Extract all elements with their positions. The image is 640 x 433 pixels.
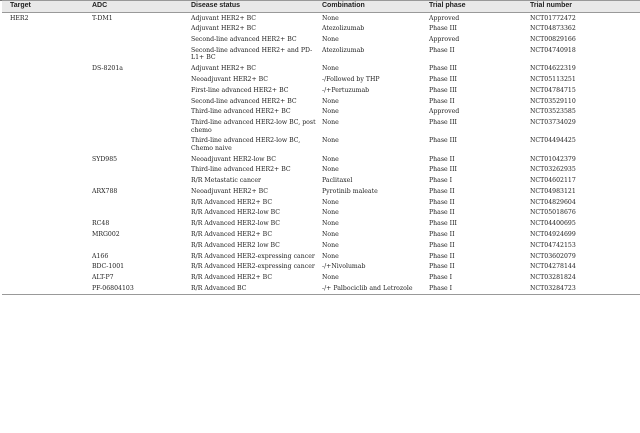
cell-combination: None bbox=[322, 108, 339, 116]
cell-trial-phase: Approved bbox=[429, 36, 460, 44]
table-row bbox=[2, 283, 640, 294]
cell-trial-number: NCT03284723 bbox=[528, 283, 640, 294]
cell-combination: None bbox=[322, 274, 339, 282]
cell-trial-number: NCT04983121 bbox=[530, 187, 576, 195]
cell-disease-status: Third-line advanced HER2-low BC, post chemo bbox=[191, 119, 316, 134]
cell-trial-number: NCT04278144 bbox=[530, 263, 576, 271]
cell-target bbox=[2, 85, 90, 96]
cell-trial-phase: Phase II bbox=[429, 198, 455, 206]
cell-combination: None bbox=[322, 220, 339, 228]
cell-disease-status: Second-line advanced HER2+ BC bbox=[191, 97, 297, 105]
cell-target bbox=[2, 35, 90, 46]
table-row bbox=[2, 136, 640, 154]
cell-disease-status: R/R Advanced HER2-expressing cancer bbox=[191, 252, 315, 260]
cell-trial-phase: Phase II bbox=[429, 187, 455, 195]
cell-disease-status: Adjuvant HER2+ BC bbox=[191, 14, 257, 22]
cell-combination: Atezolizumab bbox=[322, 25, 365, 33]
cell-disease-status: R/R Metastatic cancer bbox=[191, 177, 262, 185]
cell-trial-number: NCT01772472 bbox=[530, 14, 576, 22]
cell-target: HER2 bbox=[10, 14, 29, 22]
cell-disease-status: Third-line advanced HER2+ BC bbox=[191, 108, 291, 116]
cell-disease-status: First-line advanced HER2+ BC bbox=[191, 86, 289, 94]
cell-adc bbox=[90, 107, 189, 118]
cell-target bbox=[2, 136, 90, 154]
cell-disease-status: Second-line advanced HER2+ and PD-L1+ BC bbox=[191, 47, 313, 62]
cell-trial-phase: Phase I bbox=[429, 274, 453, 282]
table-row bbox=[2, 175, 640, 186]
header-trial-number: Trial number bbox=[528, 1, 640, 13]
cell-trial-number: NCT04602117 bbox=[530, 177, 576, 185]
cell-target bbox=[2, 64, 90, 75]
cell-adc: ARX788 bbox=[92, 187, 118, 195]
cell-trial-phase: Phase I bbox=[427, 283, 528, 294]
cell-adc bbox=[90, 175, 189, 186]
table-row bbox=[2, 45, 640, 63]
clinical-trials-table bbox=[2, 0, 640, 295]
cell-disease-status: Adjuvant HER2+ BC bbox=[191, 65, 257, 73]
table-row bbox=[2, 154, 640, 165]
table-row bbox=[2, 74, 640, 85]
table-row bbox=[2, 85, 640, 96]
cell-combination: Paclitaxel bbox=[322, 177, 353, 185]
cell-trial-number: NCT03602079 bbox=[530, 252, 576, 260]
cell-trial-phase: Phase II bbox=[429, 47, 455, 55]
cell-combination: None bbox=[322, 14, 339, 22]
cell-trial-number: NCT03523585 bbox=[530, 108, 576, 116]
cell-target bbox=[2, 117, 90, 135]
cell-target bbox=[2, 24, 90, 35]
cell-trial-number: NCT04494425 bbox=[530, 137, 576, 145]
cell-trial-phase: Approved bbox=[429, 108, 460, 116]
cell-trial-phase: Phase II bbox=[429, 209, 455, 217]
cell-adc: BDC-1001 bbox=[92, 263, 125, 271]
cell-trial-number: NCT04784715 bbox=[530, 86, 576, 94]
table-body bbox=[2, 13, 640, 295]
cell-trial-phase: Phase III bbox=[429, 137, 457, 145]
header-adc: ADC bbox=[90, 1, 189, 13]
cell-adc: RC48 bbox=[92, 220, 110, 228]
cell-trial-number: NCT04924699 bbox=[530, 230, 576, 238]
cell-combination: None bbox=[322, 230, 339, 238]
cell-trial-phase: Phase III bbox=[429, 119, 457, 127]
cell-combination: Atezolizumab bbox=[322, 47, 365, 55]
table-row bbox=[2, 24, 640, 35]
cell-combination: None bbox=[322, 97, 339, 105]
cell-adc: ALT-P7 bbox=[92, 274, 114, 282]
cell-trial-phase: Phase I bbox=[429, 177, 453, 185]
cell-adc: MRG002 bbox=[92, 230, 120, 238]
cell-adc bbox=[90, 35, 189, 46]
cell-target bbox=[2, 154, 90, 165]
cell-trial-phase: Phase II bbox=[429, 230, 455, 238]
cell-combination: None bbox=[322, 119, 339, 127]
cell-adc bbox=[90, 24, 189, 35]
cell-combination: None bbox=[322, 209, 339, 217]
cell-trial-number: NCT03734029 bbox=[530, 119, 576, 127]
table-row bbox=[2, 96, 640, 107]
cell-trial-phase: Phase II bbox=[429, 252, 455, 260]
table-row bbox=[2, 272, 640, 283]
cell-target bbox=[2, 107, 90, 118]
cell-trial-number: NCT00829166 bbox=[530, 36, 576, 44]
cell-trial-phase: Phase III bbox=[429, 76, 457, 83]
table-row bbox=[2, 117, 640, 135]
header-row bbox=[2, 1, 640, 13]
cell-adc bbox=[90, 74, 189, 85]
table-row bbox=[2, 251, 640, 262]
cell-disease-status: Third-line advanced HER2-low BC, Chemo naive bbox=[191, 137, 301, 152]
cell-adc bbox=[90, 96, 189, 107]
cell-combination: -/+Nivolumab bbox=[322, 263, 366, 271]
cell-trial-number: NCT03281824 bbox=[530, 274, 576, 282]
cell-trial-phase: Phase II bbox=[429, 97, 455, 105]
cell-target bbox=[2, 240, 90, 251]
table-row bbox=[2, 262, 640, 273]
cell-disease-status: Adjuvant HER2+ BC bbox=[191, 25, 257, 33]
cell-adc: A166 bbox=[92, 252, 109, 260]
cell-adc: DS-8201a bbox=[92, 65, 123, 73]
cell-target bbox=[2, 45, 90, 63]
cell-target bbox=[2, 283, 90, 294]
cell-combination: -/Followed by THP bbox=[322, 76, 380, 83]
table-row bbox=[2, 219, 640, 230]
cell-target bbox=[2, 186, 90, 197]
cell-combination: -/+Pertuzumab bbox=[322, 86, 370, 94]
table-row bbox=[2, 35, 640, 46]
table-row bbox=[2, 197, 640, 208]
cell-adc: T-DM1 bbox=[92, 14, 113, 22]
cell-target bbox=[2, 251, 90, 262]
cell-trial-phase: Phase III bbox=[429, 65, 457, 73]
header-trial-phase: Trial phase bbox=[427, 1, 528, 13]
cell-adc bbox=[90, 117, 189, 135]
cell-combination: None bbox=[322, 155, 339, 163]
cell-adc: PF-06804103 bbox=[90, 283, 189, 294]
cell-trial-number: NCT04742153 bbox=[530, 241, 576, 249]
cell-target bbox=[2, 165, 90, 176]
header-combination: Combination bbox=[320, 1, 427, 13]
cell-adc bbox=[90, 85, 189, 96]
cell-trial-phase: Phase III bbox=[429, 220, 457, 228]
table-row bbox=[2, 107, 640, 118]
cell-combination: -/+ Palbociclib and Letrozole bbox=[320, 283, 427, 294]
cell-disease-status: Neoadjuvant HER2-low BC bbox=[191, 155, 276, 163]
cell-disease-status: Second-line advanced HER2+ BC bbox=[191, 36, 297, 44]
cell-target bbox=[2, 262, 90, 273]
cell-trial-number: NCT04740918 bbox=[530, 47, 576, 55]
cell-adc bbox=[90, 197, 189, 208]
cell-trial-phase: Phase II bbox=[429, 155, 455, 163]
cell-disease-status: R/R Advanced HER2-expressing cancer bbox=[191, 263, 315, 271]
cell-trial-number: NCT01042379 bbox=[530, 155, 576, 163]
cell-disease-status: R/R Advanced HER2-low BC bbox=[191, 209, 280, 217]
cell-disease-status: R/R Advanced HER2-low BC bbox=[191, 220, 280, 228]
cell-trial-phase: Phase II bbox=[429, 241, 455, 249]
table-row bbox=[2, 165, 640, 176]
header-disease-status: Disease status bbox=[189, 1, 320, 13]
table-header bbox=[2, 1, 640, 13]
cell-trial-number: NCT05113251 bbox=[530, 76, 576, 83]
cell-adc bbox=[90, 208, 189, 219]
cell-trial-number: NCT05018676 bbox=[530, 209, 576, 217]
cell-target bbox=[2, 208, 90, 219]
cell-target bbox=[2, 197, 90, 208]
cell-trial-number: NCT04400695 bbox=[530, 220, 576, 228]
table-row bbox=[2, 13, 640, 24]
table-row bbox=[2, 229, 640, 240]
table-row bbox=[2, 240, 640, 251]
cell-combination: None bbox=[322, 36, 339, 44]
cell-combination: None bbox=[322, 198, 339, 206]
cell-trial-number: NCT03529110 bbox=[530, 97, 576, 105]
cell-trial-number: NCT04829604 bbox=[530, 198, 576, 206]
cell-target bbox=[2, 229, 90, 240]
cell-target bbox=[2, 74, 90, 85]
cell-disease-status: R/R Advanced HER2+ BC bbox=[191, 198, 273, 206]
cell-disease-status: Third-line advanced HER2+ BC bbox=[191, 166, 291, 174]
cell-target bbox=[2, 96, 90, 107]
cell-combination: None bbox=[322, 252, 339, 260]
cell-adc bbox=[90, 45, 189, 63]
cell-target bbox=[2, 272, 90, 283]
cell-disease-status: R/R Advanced HER2+ BC bbox=[191, 274, 273, 282]
cell-trial-phase: Phase III bbox=[429, 86, 457, 94]
header-target: Target bbox=[2, 1, 90, 13]
cell-combination: None bbox=[322, 241, 339, 249]
cell-adc bbox=[90, 136, 189, 154]
cell-combination: None bbox=[322, 65, 339, 73]
cell-trial-phase: Approved bbox=[429, 14, 460, 22]
table-row bbox=[2, 186, 640, 197]
cell-trial-number: NCT04622319 bbox=[530, 65, 576, 73]
cell-disease-status: R/R Advanced BC bbox=[189, 283, 320, 294]
table-row bbox=[2, 208, 640, 219]
cell-disease-status: R/R Advanced HER2 low BC bbox=[191, 241, 280, 249]
cell-adc: SYD985 bbox=[92, 155, 118, 163]
cell-combination: None bbox=[322, 166, 339, 174]
cell-target bbox=[2, 219, 90, 230]
table-row bbox=[2, 64, 640, 75]
cell-disease-status: R/R Advanced HER2+ BC bbox=[191, 230, 273, 238]
cell-combination: Pyrotinib maleate bbox=[322, 187, 378, 195]
cell-combination: None bbox=[322, 137, 339, 145]
cell-trial-phase: Phase III bbox=[429, 25, 457, 33]
cell-adc bbox=[90, 165, 189, 176]
cell-adc bbox=[90, 240, 189, 251]
cell-disease-status: Neoadjuvant HER2+ BC bbox=[191, 76, 269, 83]
cell-trial-number: NCT03262935 bbox=[530, 166, 576, 174]
cell-trial-number: NCT04873362 bbox=[530, 25, 576, 33]
cell-disease-status: Neoadjuvant HER2+ BC bbox=[191, 187, 269, 195]
cell-target bbox=[2, 175, 90, 186]
cell-trial-phase: Phase II bbox=[429, 263, 455, 271]
cell-trial-phase: Phase III bbox=[429, 166, 457, 174]
